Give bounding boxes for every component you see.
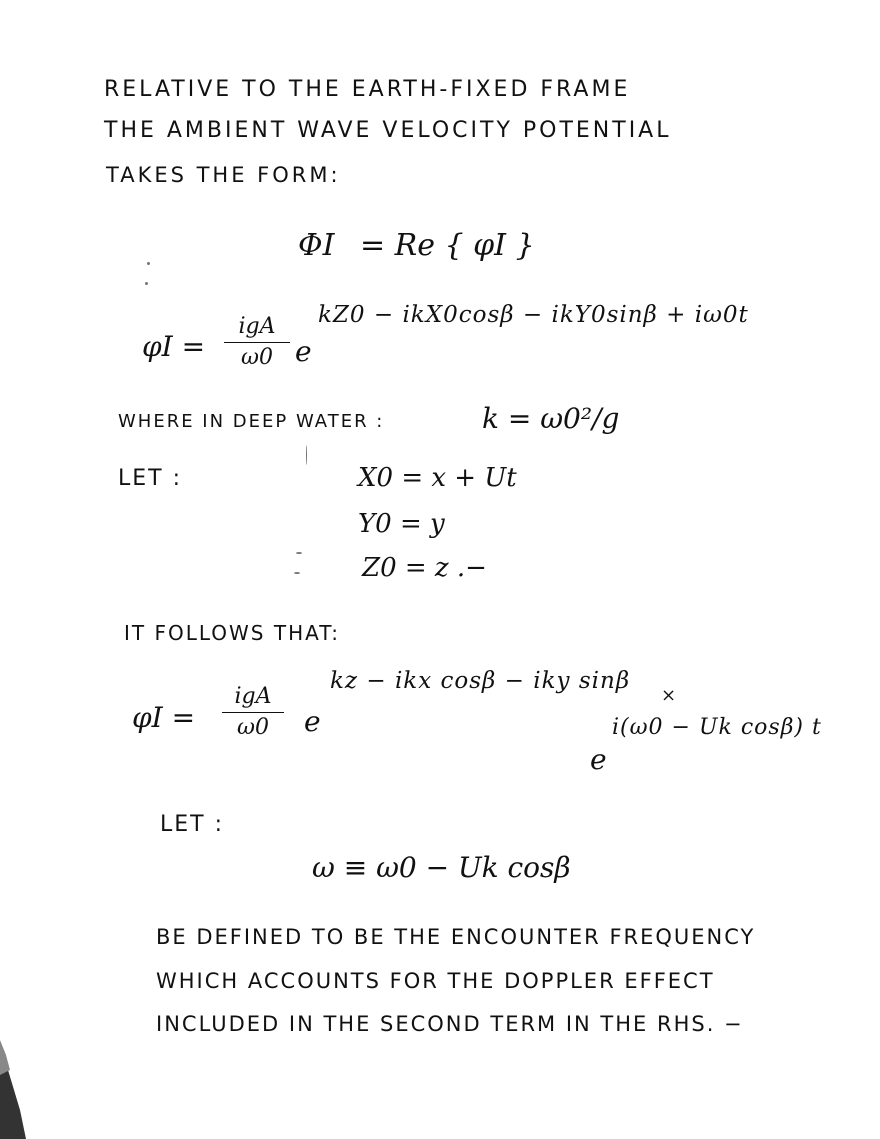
equation-2-exponent: kZ0 − ikX0cosβ − ikY0sinβ + iω0t (318, 302, 749, 328)
equation-3-exponent-2: i(ω0 − Uk cosβ) t (612, 715, 822, 740)
scan-speck (147, 262, 150, 265)
equation-2-denominator: ω0 (241, 345, 273, 370)
dispersion-relation: k = ω0²/g (482, 402, 620, 435)
follows-label: IT FOLLOWS THAT: (124, 621, 341, 645)
let-label-1: LET : (118, 466, 183, 491)
intro-line-1: RELATIVE TO THE EARTH-FIXED FRAME (104, 77, 631, 102)
equation-1-lhs: ΦI (298, 228, 335, 263)
equation-3-numerator: igA (234, 684, 272, 709)
multiplication-sign: × (661, 685, 677, 706)
equation-3-exponent-1: kz − ikx cosβ − iky sinβ (330, 668, 631, 694)
x0-substitution: X0 = x + Ut (358, 463, 517, 493)
intro-line-3: TAKES THE FORM: (106, 163, 341, 187)
deep-water-label: WHERE IN DEEP WATER : (118, 411, 385, 432)
fraction-bar (224, 342, 290, 343)
closing-line-1: BE DEFINED TO BE THE ENCOUNTER FREQUENCY (156, 925, 756, 949)
equation-2-base: e (295, 335, 312, 368)
y0-substitution: Y0 = y (358, 509, 445, 539)
z0-substitution: Z0 = z .− (362, 553, 487, 583)
fraction-bar-2 (222, 712, 284, 713)
equation-3-base-1: e (304, 705, 321, 738)
equation-2-numerator: igA (238, 314, 276, 339)
scan-speck (296, 552, 302, 554)
equation-2-fraction (224, 314, 290, 371)
encounter-frequency-definition: ω ≡ ω0 − Uk cosβ (312, 851, 571, 884)
scan-speck (306, 445, 307, 465)
scan-shadow-artifact (0, 1000, 30, 1139)
closing-line-3: INCLUDED IN THE SECOND TERM IN THE RHS. − (156, 1012, 744, 1036)
equation-1-rhs: = Re { φI } (360, 228, 535, 263)
let-label-2: LET : (160, 812, 225, 837)
equation-3-lhs: φI = (132, 701, 196, 734)
intro-line-2: THE AMBIENT WAVE VELOCITY POTENTIAL (104, 118, 672, 143)
equation-3-fraction (222, 684, 284, 741)
equation-3-base-2: e (590, 743, 607, 776)
closing-line-2: WHICH ACCOUNTS FOR THE DOPPLER EFFECT (156, 969, 715, 993)
equation-3-denominator: ω0 (237, 715, 269, 740)
scan-speck (145, 282, 148, 285)
scan-speck (294, 572, 300, 574)
equation-2-lhs: φI = (142, 330, 206, 363)
